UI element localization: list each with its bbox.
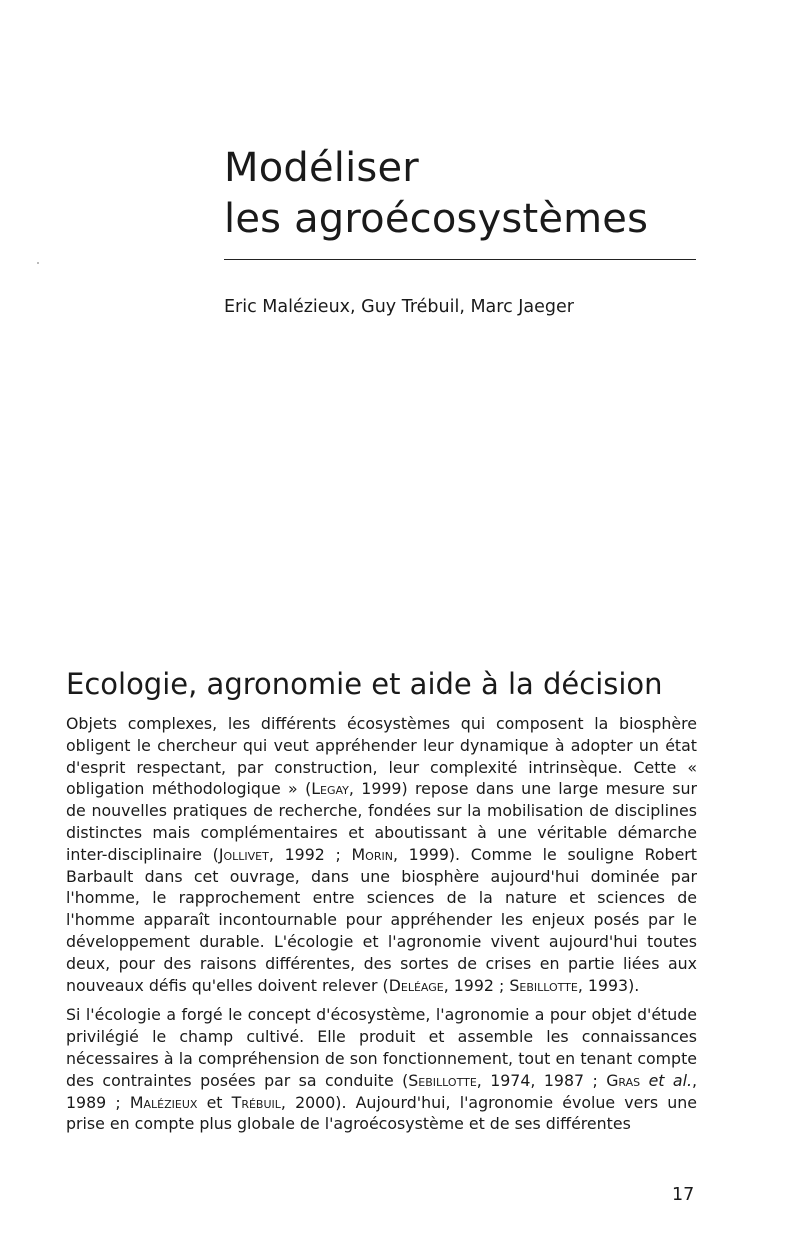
paragraph-1-text: , 1999) repose dans une large mesure sur de nouvelles pratiques de recherche, fondées sur la mobilisation de disciplines distinctes mais complémentaires et aboutissant à une véritable démarche inter-disciplinaire ( xyxy=(66,779,697,864)
citation-et-al: et al. xyxy=(648,1070,692,1090)
chapter-title xyxy=(224,143,704,245)
section-heading: Ecologie, agronomie et aide à la décision xyxy=(66,667,663,701)
paragraph-2-text: , 1989 ; xyxy=(66,1070,698,1112)
citation-author: Legay xyxy=(311,779,349,799)
chapter-title-line-2: les agroécosystèmes xyxy=(224,196,649,242)
paragraph-2-text: et xyxy=(197,1092,232,1112)
citation-author: Morin xyxy=(351,844,393,864)
citation-author: Trébuil xyxy=(231,1092,281,1112)
paragraph-1 xyxy=(66,713,697,996)
paragraph-2 xyxy=(66,1004,697,1135)
citation-author: Gras xyxy=(606,1070,641,1090)
paragraph-1-text: , 1993). xyxy=(577,975,640,995)
paragraph-1-text: , 1992 ; xyxy=(443,975,510,995)
title-divider xyxy=(224,259,696,260)
paragraph-2-text: , 2000). Aujourd'hui, l'agronomie évolue vers une prise en compte plus globale de l'agroécosystème et de ses différentes xyxy=(66,1092,697,1134)
paragraph-2-text: Si l'écologie a forgé le concept d'écosystème, l'agronomie a pour objet d'étude privilégié le champ cultivé. Elle produit et assemble les connaissances nécessaires à la compréhension de son fonctionnement, tout en tenant compte des contraintes posées par sa conduite ( xyxy=(66,1005,697,1090)
paragraph-2-text: , 1974, 1987 ; xyxy=(476,1070,607,1090)
paragraph-1-text: , 1999). Comme le souligne Robert Barbault dans cet ouvrage, dans une biosphère aujourd'hui dominée par l'homme, le rapprochement entre sciences de la nature et sciences de l'homme apparaît incontournable pour appréhender les enjeux posés par le développement durable. L'écologie et l'agronomie vivent aujourd'hui toutes deux, pour des raisons différentes, des sortes de crises en partie liées aux nouveaux défis qu'elles doivent relever ( xyxy=(66,844,697,995)
citation-author: Jollivet xyxy=(218,844,269,864)
citation-author: Deléage xyxy=(388,975,444,995)
citation-author: Sebillotte xyxy=(509,975,578,995)
citation-author: Sebillotte xyxy=(408,1070,477,1090)
paragraph-1-text: Objets complexes, les différents écosystèmes qui composent la biosphère obligent le chercheur qui veut appréhender leur dynamique à adopter un état d'esprit respectant, par construction, leur complexité intrinsèque. Cette « obligation méthodologique » ( xyxy=(66,714,697,799)
page-number: 17 xyxy=(672,1185,695,1205)
paragraph-1-text: , 1992 ; xyxy=(268,844,352,864)
citation-author: Malézieux xyxy=(129,1092,198,1112)
body-text xyxy=(66,713,697,1143)
chapter-authors: Eric Malézieux, Guy Trébuil, Marc Jaeger xyxy=(224,297,574,317)
chapter-title-line-1: Modéliser xyxy=(224,145,419,191)
scan-speck xyxy=(37,262,39,264)
